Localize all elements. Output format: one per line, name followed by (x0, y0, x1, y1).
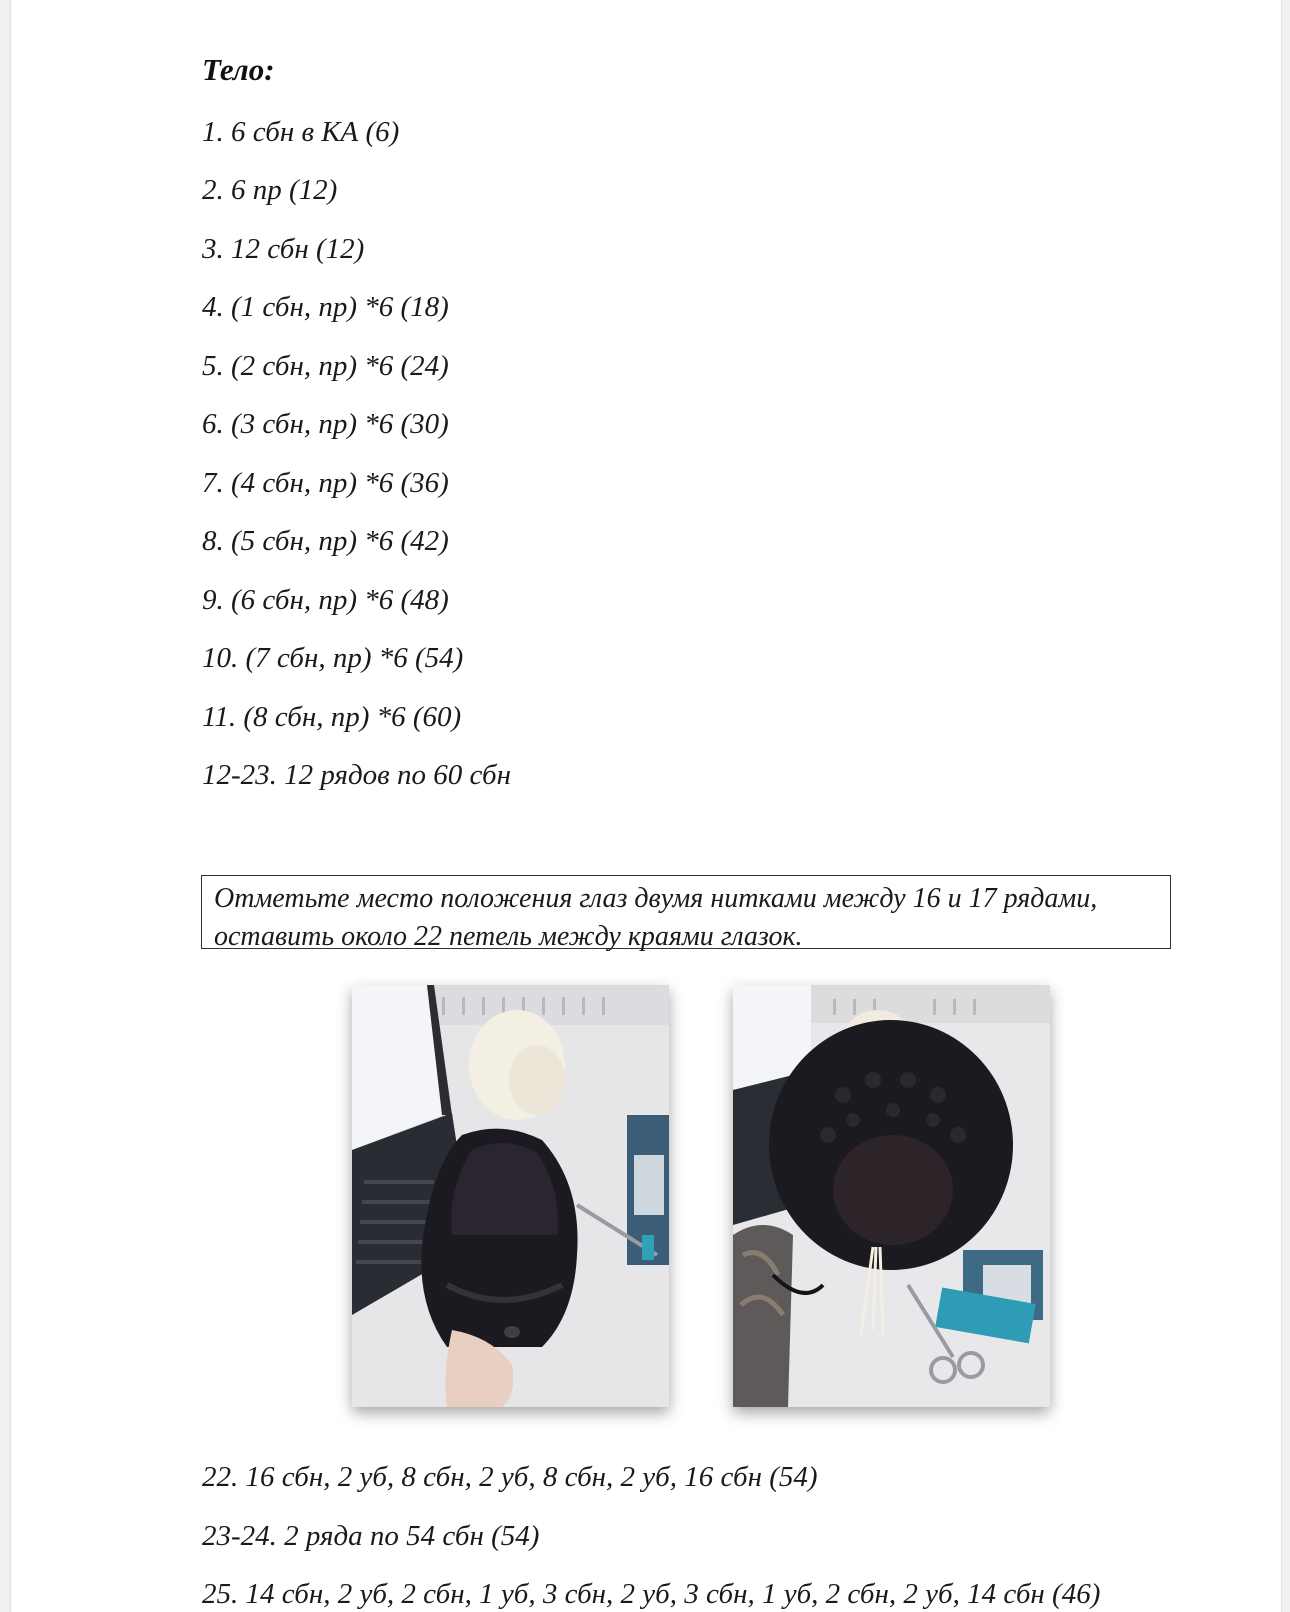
pattern-row-11: 11. (8 сбн, пр) *6 (60) (202, 701, 462, 733)
pattern-row-12-23: 12-23. 12 рядов по 60 сбн (202, 759, 511, 791)
photo-body-side-view (352, 985, 669, 1407)
pattern-row-23-24: 23-24. 2 ряда по 54 сбн (54) (202, 1520, 540, 1552)
pattern-row-7: 7. (4 сбн, пр) *6 (36) (202, 467, 449, 499)
pattern-row-5: 5. (2 сбн, пр) *6 (24) (202, 350, 449, 382)
pattern-row-4: 4. (1 сбн, пр) *6 (18) (202, 291, 449, 323)
photo-body-top-view (733, 985, 1050, 1407)
pattern-row-2: 2. 6 пр (12) (202, 174, 338, 206)
pattern-row-1: 1. 6 сбн в КА (6) (202, 116, 400, 148)
pattern-row-10: 10. (7 сбн, пр) *6 (54) (202, 642, 464, 674)
pattern-row-8: 8. (5 сбн, пр) *6 (42) (202, 525, 449, 557)
note-line-1: Отметьте место положения глаз двумя нитками между 16 и 17 рядами, (214, 883, 1098, 914)
pattern-row-22: 22. 16 сбн, 2 уб, 8 сбн, 2 уб, 8 сбн, 2 уб, 16 сбн (54) (202, 1461, 818, 1493)
pattern-row-6: 6. (3 сбн, пр) *6 (30) (202, 408, 449, 440)
document-page (10, 0, 1282, 1612)
pattern-row-9: 9. (6 сбн, пр) *6 (48) (202, 584, 449, 616)
note-line-2: оставить около 22 петель между краями глазок. (214, 921, 803, 952)
pattern-row-3: 3. 12 сбн (12) (202, 233, 365, 265)
section-heading: Тело: (202, 52, 275, 87)
pattern-row-25: 25. 14 сбн, 2 уб, 2 сбн, 1 уб, 3 сбн, 2 уб, 3 сбн, 1 уб, 2 сбн, 2 уб, 14 сбн (46) (202, 1578, 1101, 1610)
note-box (201, 875, 1171, 952)
